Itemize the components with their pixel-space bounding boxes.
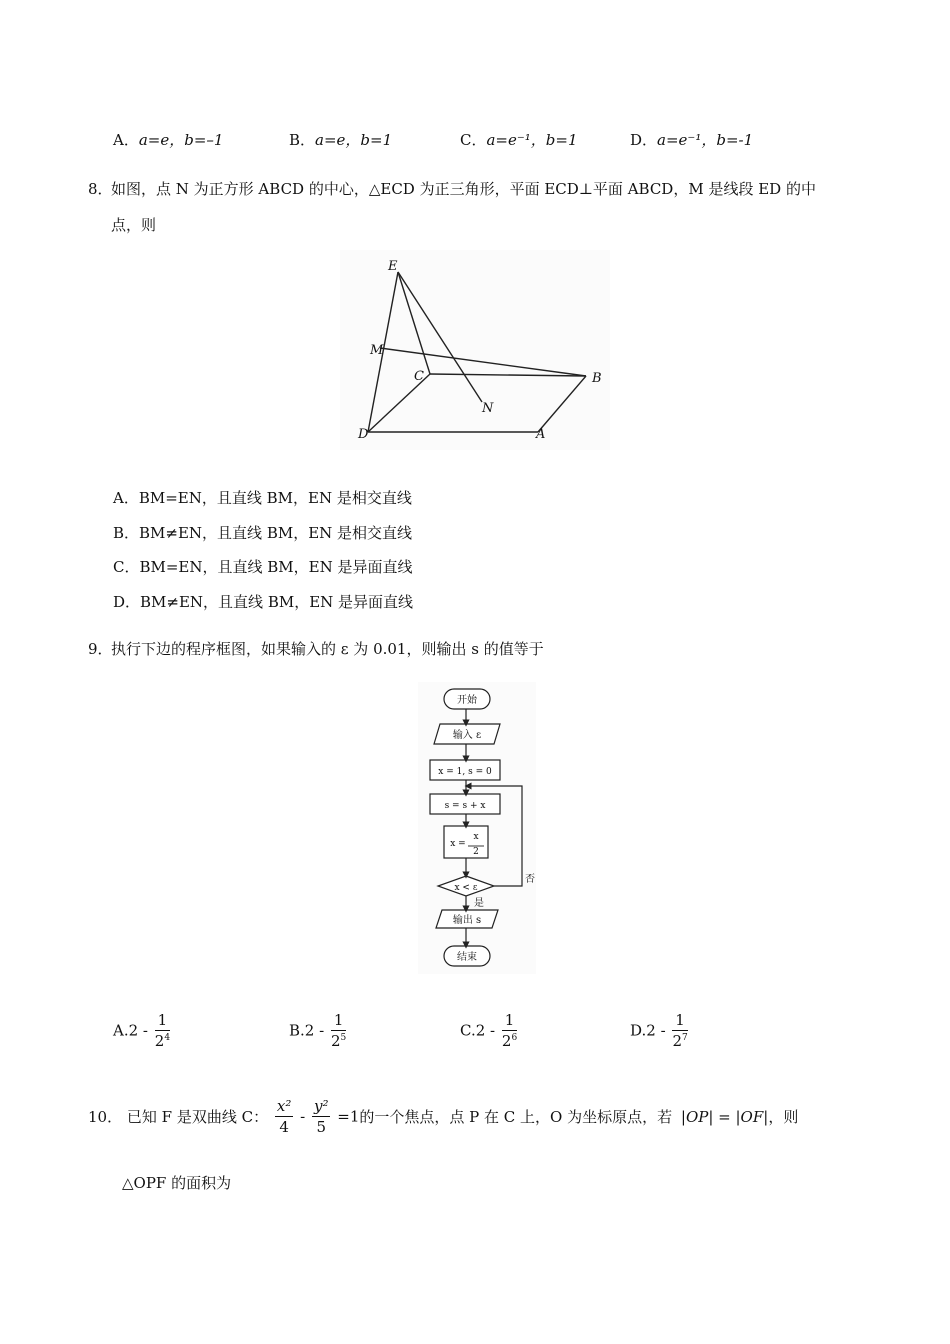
label-N: N xyxy=(482,401,494,416)
q8-geometry-figure xyxy=(340,250,610,450)
q8-text-line2: 点，则 xyxy=(111,216,157,234)
q10-tail: ，则 xyxy=(768,1108,799,1126)
option-prefix: 2 - xyxy=(304,1021,325,1040)
option-text: a=e，b=1 xyxy=(315,131,393,149)
q10-abs-expression: |OP| = |OF| xyxy=(680,1107,769,1126)
q10-minus: - xyxy=(300,1107,306,1126)
option-label: B． xyxy=(113,524,140,542)
flow-end-text: 结束 xyxy=(457,952,477,963)
q10-number: 10． xyxy=(88,1108,123,1126)
flow-no-label: 否 xyxy=(525,874,535,885)
label-M: M xyxy=(370,343,384,358)
q9-option-d xyxy=(630,1010,690,1051)
q10-line1 xyxy=(88,1096,798,1137)
q10-eq: =1 xyxy=(337,1107,360,1126)
option-label: C． xyxy=(460,131,487,149)
q9-number: 9． xyxy=(88,640,113,658)
q10-pre: 已知 F 是双曲线 C： xyxy=(126,1108,269,1126)
label-A: A xyxy=(536,427,546,442)
option-text: BM≠EN，且直线 BM，EN 是异面直线 xyxy=(140,593,414,611)
q10-post: 的一个焦点，点 P 在 C 上，O 为坐标原点，若 xyxy=(359,1108,673,1126)
flow-halve-den: 2 xyxy=(473,847,479,857)
option-label: A． xyxy=(113,131,139,149)
flow-start-text: 开始 xyxy=(457,695,477,706)
q8-text-line1: 如图，点 N 为正方形 ABCD 的中心，△ECD 为正三角形，平面 ECD⊥平面 ABCD，M 是线段 ED 的中 xyxy=(111,180,816,198)
option-label: B． xyxy=(289,131,316,149)
q10-fraction-y: $\frac{\text{y²}}{5}$ xyxy=(313,1097,329,1136)
q10-fraction-x: $\frac{\text{x²}}{4}$ xyxy=(276,1097,292,1136)
q7-option-d xyxy=(630,129,753,150)
option-label: D． xyxy=(113,593,141,611)
flow-accumulate-text: s = s + x xyxy=(444,801,486,811)
q8-option-b xyxy=(113,522,412,543)
option-prefix: 2 - xyxy=(475,1021,496,1040)
flow-output-text: 输出 s xyxy=(452,915,482,926)
q9-flowchart xyxy=(418,682,536,974)
label-D: D xyxy=(358,427,369,442)
option-text: a=e⁻¹，b=1 xyxy=(486,131,578,149)
flow-init-text: x = 1, s = 0 xyxy=(438,767,492,777)
flow-yes-label: 是 xyxy=(474,898,484,909)
flow-halve-lhs: x = xyxy=(450,839,466,849)
flow-input-text: 输入 ε xyxy=(452,730,482,741)
option-text: a=e⁻¹，b=-1 xyxy=(657,131,754,149)
label-C: C xyxy=(414,369,424,384)
option-fraction: $\frac{1}{2^7}$ xyxy=(672,1011,688,1050)
q7-option-a xyxy=(113,129,223,150)
q9-option-c xyxy=(460,1010,519,1051)
flow-condition-text: x < ε xyxy=(454,883,478,893)
q7-option-c xyxy=(460,129,578,150)
q9-option-b xyxy=(289,1010,348,1051)
option-label: C． xyxy=(113,558,140,576)
option-prefix: 2 - xyxy=(128,1021,148,1040)
label-E: E xyxy=(388,259,398,274)
option-fraction: $\frac{1}{2^4}$ xyxy=(154,1011,171,1050)
q10-line2: △OPF 的面积为 xyxy=(122,1174,232,1192)
q8-number: 8． xyxy=(88,180,113,198)
option-text: BM=EN，且直线 BM，EN 是异面直线 xyxy=(139,558,413,576)
option-label: C. xyxy=(460,1021,476,1040)
q9-option-a xyxy=(113,1010,172,1051)
option-label: B. xyxy=(289,1021,305,1040)
option-label: D. xyxy=(630,1021,647,1040)
label-B: B xyxy=(592,371,602,386)
q7-option-b xyxy=(289,129,392,150)
option-label: D． xyxy=(630,131,658,149)
option-text: BM=EN，且直线 BM，EN 是相交直线 xyxy=(138,489,412,507)
q9-text: 执行下边的程序框图，如果输入的 ε 为 0.01，则输出 s 的值等于 xyxy=(111,640,544,658)
option-prefix: 2 - xyxy=(646,1021,666,1040)
q8-option-a xyxy=(113,487,412,508)
option-fraction: $\frac{1}{2^6}$ xyxy=(501,1011,518,1050)
q8-option-d xyxy=(113,591,413,612)
option-text: a=e，b=–1 xyxy=(138,131,224,149)
option-text: BM≠EN，且直线 BM，EN 是相交直线 xyxy=(139,524,413,542)
option-label: A. xyxy=(113,1021,129,1040)
option-fraction: $\frac{1}{2^5}$ xyxy=(330,1011,347,1050)
flow-halve-num: x xyxy=(473,832,479,842)
q8-option-c xyxy=(113,556,413,577)
option-label: A． xyxy=(113,489,139,507)
